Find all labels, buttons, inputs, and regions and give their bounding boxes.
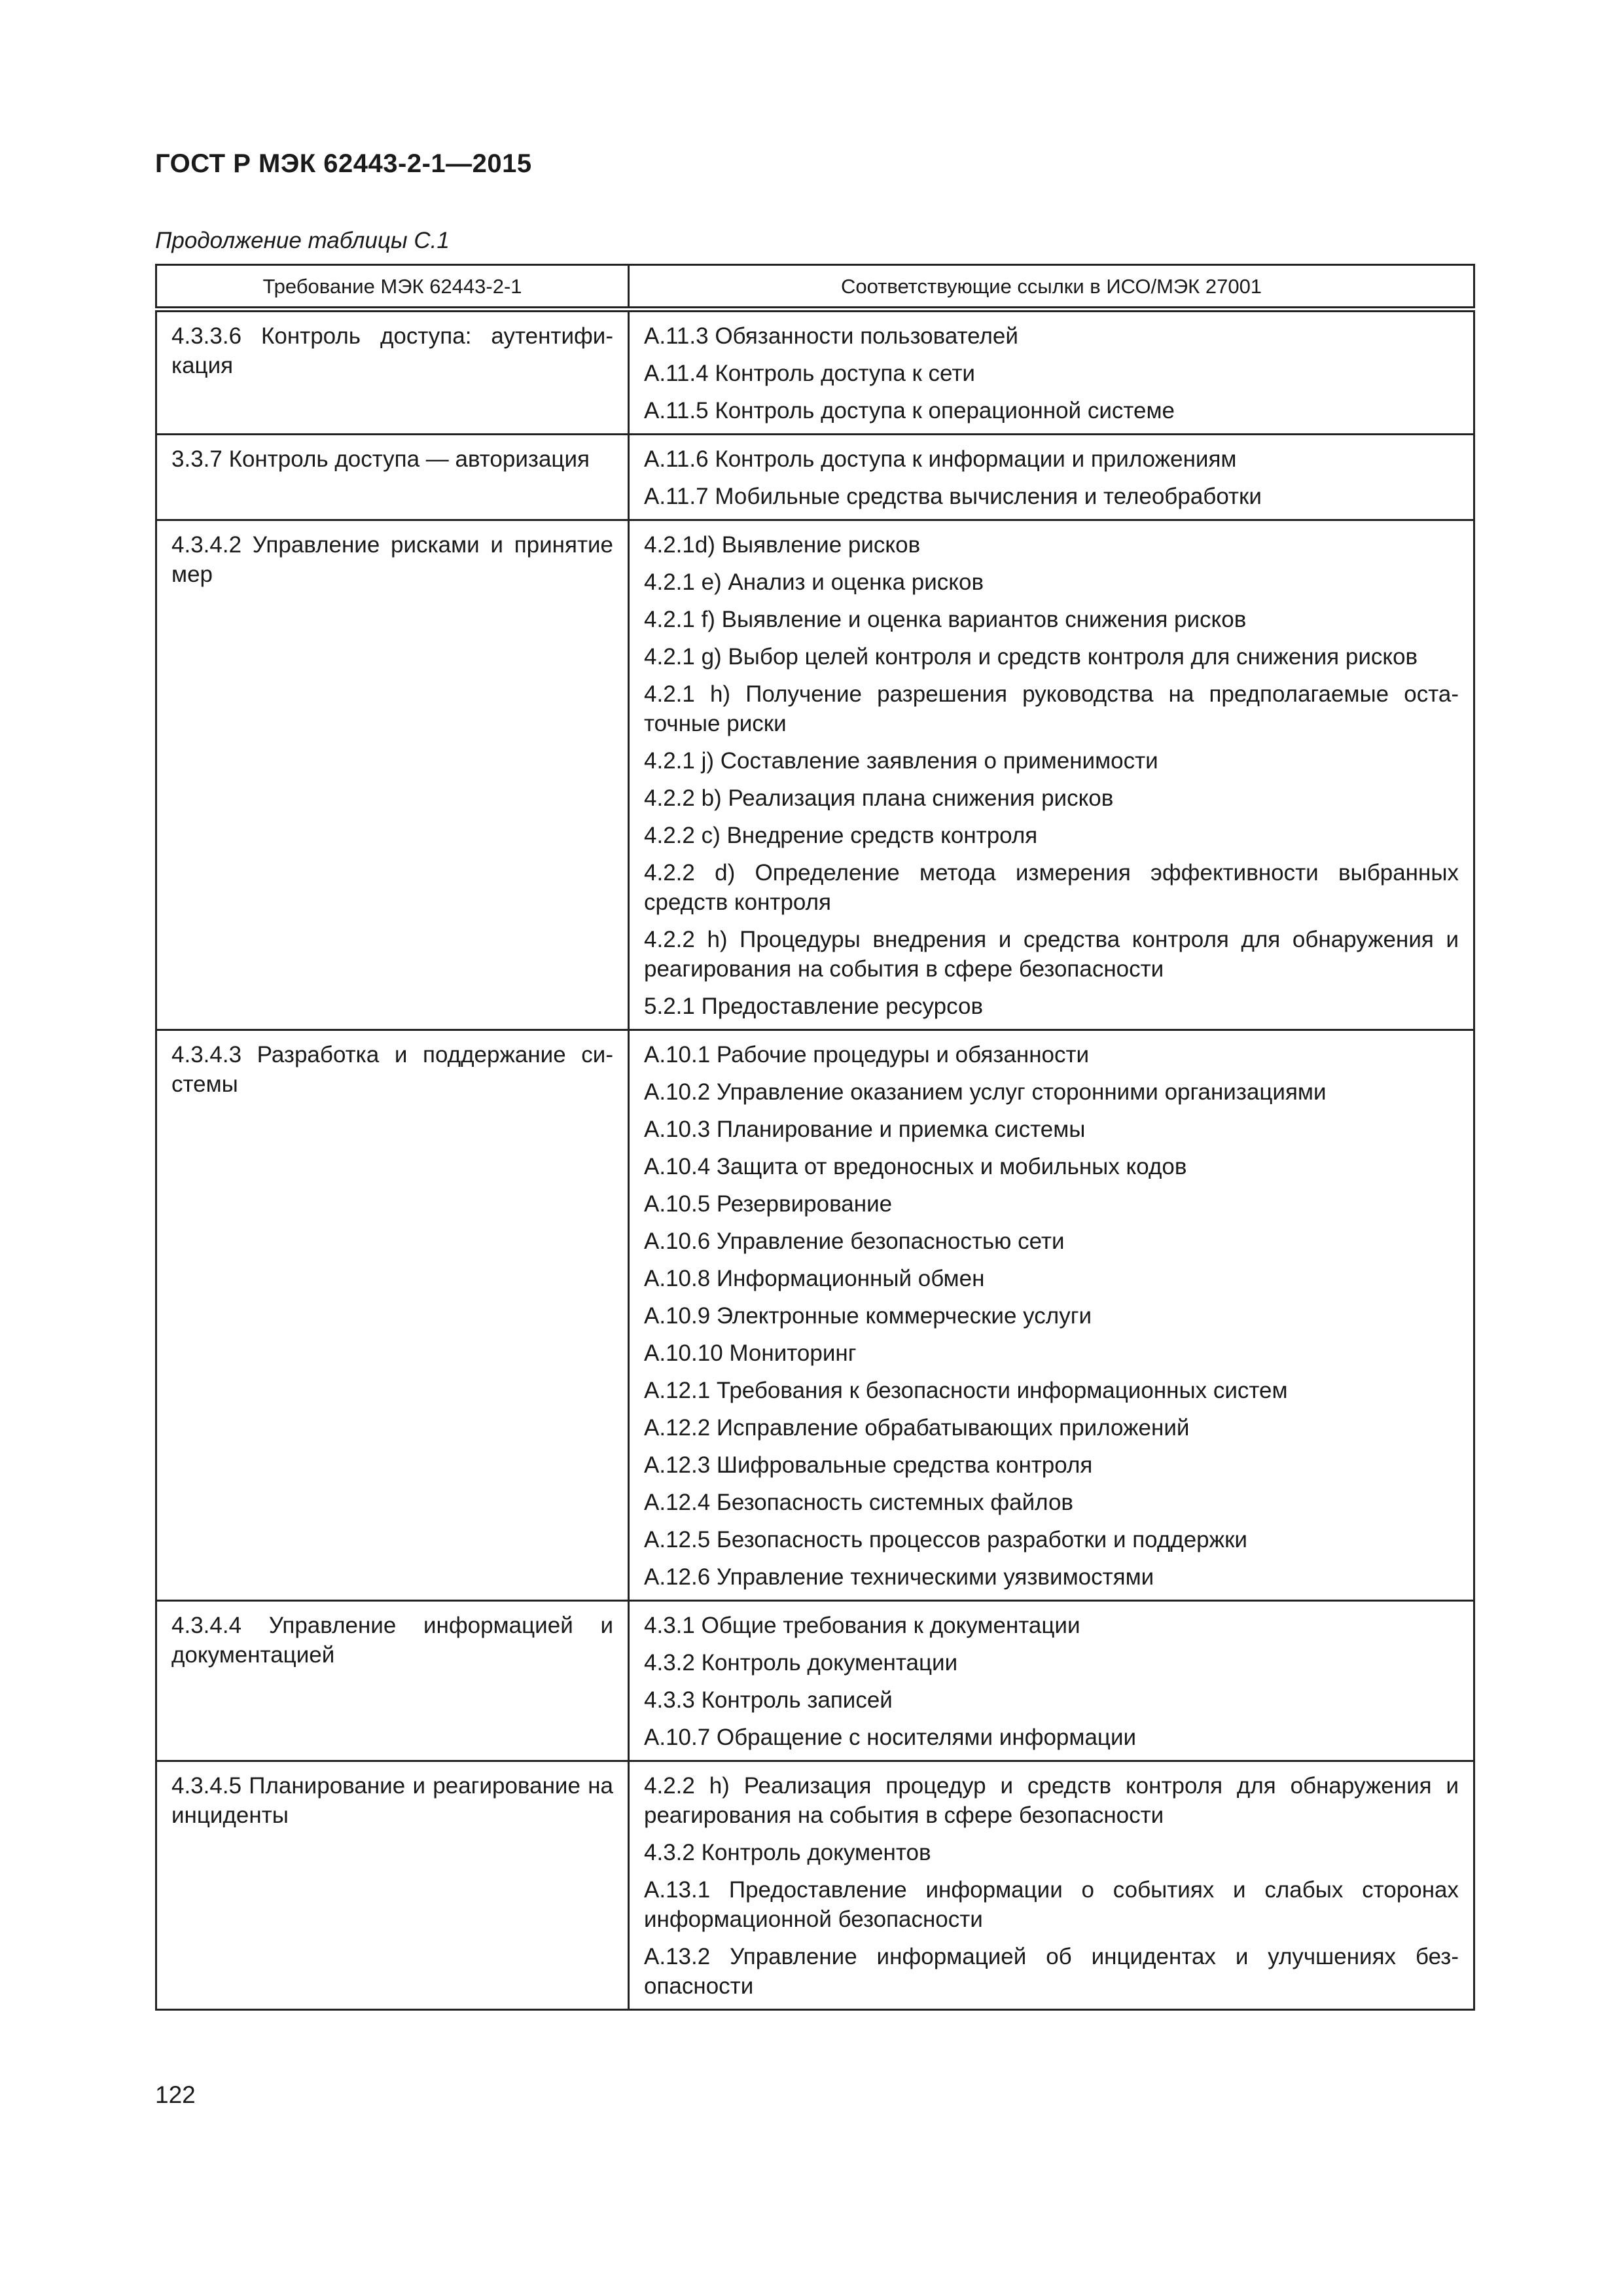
reference-item: А.12.3 Шифровальные средства контроля	[644, 1452, 1093, 1478]
table-body	[156, 310, 1474, 2010]
reference-item: А.12.4 Безопасность системных файлов	[644, 1490, 1074, 1515]
reference-item: 4.3.2 Контроль документации	[644, 1650, 958, 1676]
reference-item: 4.2.1 f) Выявление и оценка вариантов снижения рисков	[644, 607, 1247, 632]
reference-item: 4.2.2 d) Определение метода измерения эффективности выбранных средств контроля	[644, 860, 1459, 915]
reference-item: 4.3.2 Контроль документов	[644, 1840, 931, 1865]
reference-item: 4.2.1 е) Анализ и оценка рисков	[644, 569, 984, 595]
reference-item: А.10.7 Обращение с носителями информации	[644, 1725, 1137, 1750]
reference-item: А.10.4 Защита от вредоносных и мобильных кодов	[644, 1154, 1187, 1179]
references-cell	[629, 310, 1474, 435]
reference-item: А.11.7 Мобильные средства вычисления и телеобработки	[644, 484, 1262, 509]
reference-item: А.10.2 Управление оказанием услуг сторонними организациями	[644, 1079, 1327, 1105]
table-row	[156, 1761, 1474, 2010]
reference-item: А.11.5 Контроль доступа к операционной системе	[644, 398, 1175, 423]
column-header-references: Соответствующие ссылки в ИСО/МЭК 27001	[629, 265, 1474, 310]
table-row	[156, 1030, 1474, 1601]
table-row	[156, 310, 1474, 435]
requirement-cell: 4.3.4.3 Разработка и поддержание системы	[156, 1030, 629, 1601]
reference-item: 4.2.1 g) Выбор целей контроля и средств контроля для снижения рисков	[644, 644, 1418, 670]
reference-item: А.13.2 Управление информацией об инцидентах и улучшениях безопасности	[644, 1944, 1459, 1999]
table-caption: Продолжение таблицы С.1	[155, 228, 450, 253]
reference-item: А.10.8 Информационный обмен	[644, 1266, 985, 1291]
reference-item: А.12.1 Требования к безопасности информационных систем	[644, 1378, 1288, 1403]
page-number: 122	[155, 2081, 196, 2108]
requirement-cell: 4.3.4.5 Планирование и реагирование на инциденты	[156, 1761, 629, 2010]
mapping-table	[155, 264, 1475, 2011]
references-cell	[629, 1601, 1474, 1761]
reference-item: А.10.9 Электронные коммерческие услуги	[644, 1303, 1092, 1329]
requirement-cell: 4.3.4.4 Управление информацией и документацией	[156, 1601, 629, 1761]
reference-item: 4.2.1d) Выявление рисков	[644, 532, 921, 558]
reference-item: 4.2.2 h) Реализация процедур и средств контроля для обнаружения и реагирования на события в сфере безопасности	[644, 1773, 1459, 1828]
reference-item: 4.2.2 h) Процедуры внедрения и средства контроля для обнаружения и реагирования на события в сфере безопасности	[644, 927, 1459, 982]
references-cell	[629, 1761, 1474, 2010]
reference-item: А.12.5 Безопасность процессов разработки и поддержки	[644, 1527, 1247, 1552]
reference-item: 4.3.1 Общие требования к документации	[644, 1613, 1080, 1638]
references-cell	[629, 520, 1474, 1030]
reference-item: 4.3.3 Контроль записей	[644, 1687, 893, 1713]
reference-item: 4.2.2 b) Реализация плана снижения рисков	[644, 785, 1114, 811]
reference-item: А.10.3 Планирование и приемка системы	[644, 1117, 1086, 1142]
table-row	[156, 1601, 1474, 1761]
reference-item: А.11.6 Контроль доступа к информации и приложениям	[644, 446, 1237, 472]
requirement-cell: 4.3.4.2 Управление рисками и принятие мер	[156, 520, 629, 1030]
references-cell	[629, 1030, 1474, 1601]
reference-item: 4.2.1 h) Получение разрешения руководства на предполагаемые остаточные риски	[644, 681, 1459, 736]
reference-item: 4.2.2 с) Внедрение средств контроля	[644, 823, 1038, 848]
reference-item: А.10.1 Рабочие процедуры и обязанности	[644, 1042, 1090, 1067]
reference-item: 5.2.1 Предоставление ресурсов	[644, 994, 984, 1019]
requirement-cell: 4.3.3.6 Контроль доступа: аутентификация	[156, 310, 629, 435]
reference-item: А.13.1 Предоставление информации о событиях и слабых сторонах информационной безопасности	[644, 1877, 1459, 1932]
reference-item: 4.2.1 j) Составление заявления о применимости	[644, 748, 1158, 774]
table-row	[156, 520, 1474, 1030]
table-header-row	[156, 265, 1474, 310]
column-header-requirement: Требование МЭК 62443-2-1	[156, 265, 629, 310]
reference-item: А.12.6 Управление техническими уязвимостями	[644, 1564, 1154, 1590]
reference-item: А.10.5 Резервирование	[644, 1191, 893, 1217]
reference-item: А.11.4 Контроль доступа к сети	[644, 361, 975, 386]
reference-item: А.12.2 Исправление обрабатывающих приложений	[644, 1415, 1190, 1441]
reference-item: А.10.10 Мониторинг	[644, 1340, 857, 1366]
reference-item: А.11.3 Обязанности пользователей	[644, 323, 1018, 349]
requirement-cell: 3.3.7 Контроль доступа — авторизация	[156, 435, 629, 520]
table-row	[156, 435, 1474, 520]
table-header	[156, 265, 1474, 310]
reference-item: А.10.6 Управление безопасностью сети	[644, 1229, 1065, 1254]
document-header: ГОСТ Р МЭК 62443-2-1—2015	[155, 149, 532, 178]
references-cell	[629, 435, 1474, 520]
